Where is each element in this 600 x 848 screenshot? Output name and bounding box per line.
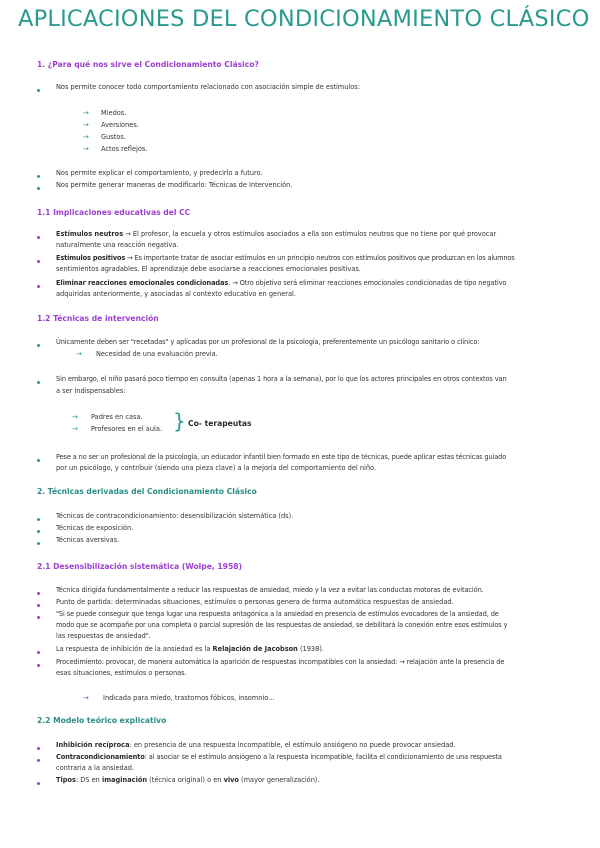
- s22-bullet-2: [56, 752, 502, 763]
- s1-list-item: Gustos.: [101, 133, 126, 141]
- s22-b3-mid1: : DS en: [75, 776, 102, 784]
- s22-b3-key3: vivo: [223, 776, 239, 784]
- s22-b1-key: Inhibición recíproca: [56, 741, 130, 749]
- s12-actor-1: Padres en casa.: [91, 413, 143, 421]
- section-1-1-heading: 1.1 Implicaciones educativas del CC: [37, 208, 191, 217]
- section-1-2-heading: 1.2 Técnicas de intervención: [37, 314, 159, 323]
- bullet-icon: [37, 604, 40, 607]
- s22-b3-key: Tipos: [56, 776, 76, 784]
- arrow-icon: →: [72, 425, 78, 433]
- s21-quote-line-2: modo que se acompañe por una completa o parcial supresión de las respuestas de ansiedad, se debilitará la conexión entre esos estímulos y: [56, 621, 508, 629]
- bullet-icon: [37, 236, 40, 239]
- s22-b3-end: (mayor generalización).: [238, 776, 320, 784]
- s22-bullet-1: [56, 740, 456, 751]
- s21-bullet-4: [56, 644, 324, 655]
- s11-text-2: → Es importante tratar de asociar estímulos en un principio neutros con estímulos positivos que produzcan en los alumnos: [125, 254, 515, 262]
- s1-list-item: Aversiones.: [101, 121, 139, 129]
- s1-bullet-2: Nos permite explicar el comportamiento, y predecirlo a futuro.: [56, 169, 263, 177]
- s11-item-3-cont: adquiridas anteriormente, y asociadas al contexto educativo en general.: [56, 290, 296, 298]
- s12-actor-2: Profesores en el aula.: [91, 425, 162, 433]
- arrow-icon: →: [72, 413, 78, 421]
- s2-item: Técnicas de exposición.: [56, 524, 134, 532]
- s12-bullet-3: Pese a no ser un profesional de la psicología, un educador infantil bien formado en este tipo de técnicas, puede aplicar estas técnicas guiado: [56, 453, 507, 461]
- brace-icon: }: [173, 409, 186, 433]
- bullet-icon: [37, 381, 40, 384]
- s21-bullet-1: Técnica dirigida fundamentalmente a reducir las respuestas de ansiedad, miedo y la vez a evitar las conductas motoras de evitación.: [56, 586, 484, 594]
- s21-b5-key: Procedimiento: [56, 658, 102, 666]
- s11-item-1: [56, 229, 496, 240]
- bullet-icon: [37, 175, 40, 178]
- s21-b5-text: : provocar, de manera automática la aparición de respuestas incompatibles con la ansiedad: → relajación ante la presencia de: [101, 658, 505, 666]
- s21-b4-key: Relajación de Jacobson: [212, 645, 298, 653]
- bullet-icon: [37, 782, 40, 785]
- arrow-icon: →: [83, 109, 89, 117]
- s21-b4-pre: La respuesta de inhibición de la ansiedad es la: [56, 645, 213, 653]
- bullet-icon: [37, 759, 40, 762]
- bullet-icon: [37, 187, 40, 190]
- section-2-1-heading: 2.1 Desensibilización sistemática (Wolpe, 1958): [37, 562, 242, 571]
- section-2-heading: 2. Técnicas derivadas del Condicionamiento Clásico: [37, 487, 257, 496]
- section-2-2-heading: 2.2 Modelo teórico explicativo: [37, 716, 167, 725]
- s1-bullet-1: Nos permite conocer todo comportamiento relacionado con asociación simple de estímulos:: [56, 83, 360, 91]
- co-therapists-label: Co- terapeutas: [188, 419, 252, 428]
- s1-list-item: Miedos.: [101, 109, 127, 117]
- bullet-icon: [37, 260, 40, 263]
- bullet-icon: [37, 542, 40, 545]
- s22-b3-mid2: (técnica original) o en: [147, 776, 224, 784]
- arrow-icon: →: [83, 145, 89, 153]
- s11-text-3: . → Otro objetivo será eliminar reacciones emocionales condicionadas de tipo negativo: [228, 279, 507, 287]
- s22-b1-text: : en presencia de una respuesta incompatible, el estímulo ansiógeno no puede provocar ansiedad.: [129, 741, 456, 749]
- s21-b4-post: (1938).: [297, 645, 324, 653]
- s11-item-2-cont: sentimientos agradables. El aprendizaje debe asociarse a reacciones emocionales positivas.: [56, 265, 361, 273]
- section-1-heading: 1. ¿Para qué nos sirve el Condicionamiento Clásico?: [37, 60, 259, 69]
- s11-item-2: [56, 253, 515, 264]
- bullet-icon: [37, 747, 40, 750]
- arrow-icon: →: [76, 350, 82, 358]
- s11-key-1: Estímulos neutros: [56, 230, 124, 238]
- bullet-icon: [37, 89, 40, 92]
- s21-sub: Indicada para miedo, trastornos fóbicos, insomnio...: [103, 694, 275, 702]
- s12-bullet-2: Sin embargo, el niño pasará poco tiempo en consulta (apenas 1 hora a la semana), por lo que los actores principales en otros contextos van: [56, 375, 507, 383]
- bullet-icon: [37, 651, 40, 654]
- s12-sub-1: Necesidad de una evaluación previa.: [96, 350, 218, 358]
- s22-bullet-3: [56, 775, 320, 786]
- s21-quote-line-3: las respuestas de ansiedad".: [56, 632, 151, 640]
- bullet-icon: [37, 344, 40, 347]
- s12-bullet-3-cont: por un psicólogo, y contribuir (siendo una pieza clave) a la mejoría del comportamiento del niño.: [56, 464, 377, 472]
- s1-bullet-3: Nos permite generar maneras de modificarlo: Técnicas de Intervención.: [56, 181, 293, 189]
- s21-bullet-5: [56, 657, 504, 668]
- document-title: APLICACIONES DEL CONDICIONAMIENTO CLÁSICO: [18, 6, 590, 32]
- arrow-icon: →: [83, 121, 89, 129]
- s12-bullet-2-cont: a ser indispensables:: [56, 387, 126, 395]
- s11-key-2: Estímulos positivos: [56, 254, 126, 262]
- s2-item: Técnicas de contracondicionamiento: desensibilización sistemática (ds).: [56, 512, 294, 520]
- s12-bullet-1: Únicamente deben ser "recetadas" y aplicadas por un profesional de la psicología, preferentemente un psicólogo sanitario o clínico:: [56, 338, 480, 346]
- bullet-icon: [37, 285, 40, 288]
- s21-quote-line-1: "Si se puede conseguir que tenga lugar una respuesta antagónica a la ansiedad en presencia de estímulos evocadores de la ansiedad, de: [56, 610, 499, 618]
- s2-item: Técnicas aversivas.: [56, 536, 120, 544]
- bullet-icon: [37, 664, 40, 667]
- s1-list-item: Actos reflejos.: [101, 145, 148, 153]
- s11-text-1: → El profesor, la escuela y otros estímulos asociados a ella son estímulos neutros que no tiene por qué provocar: [123, 230, 497, 238]
- bullet-icon: [37, 459, 40, 462]
- s21-bullet-2: Punto de partida: determinadas situaciones, estímulos o personas genera de forma automática respuestas de ansiedad.: [56, 598, 454, 606]
- s22-bullet-2-cont: contraria a la ansiedad.: [56, 764, 135, 772]
- s22-b3-key2: imaginación: [101, 776, 148, 784]
- s11-item-3: [56, 278, 506, 289]
- arrow-icon: →: [83, 694, 89, 702]
- arrow-icon: →: [83, 133, 89, 141]
- bullet-icon: [37, 530, 40, 533]
- s11-item-1-cont: naturalmente una reacción negativa.: [56, 241, 179, 249]
- bullet-icon: [37, 616, 40, 619]
- bullet-icon: [37, 592, 40, 595]
- bullet-icon: [37, 518, 40, 521]
- s11-key-3: Eliminar reacciones emocionales condicionadas: [56, 279, 229, 287]
- s22-b2-text: : al asociar se el estímulo ansiógeno a la respuesta incompatible, facilita el condicionamiento de una respuesta: [144, 753, 502, 761]
- s22-b2-key: Contracondicionamiento: [56, 753, 145, 761]
- s21-bullet-5-cont: esas situaciones, estímulos o personas.: [56, 669, 187, 677]
